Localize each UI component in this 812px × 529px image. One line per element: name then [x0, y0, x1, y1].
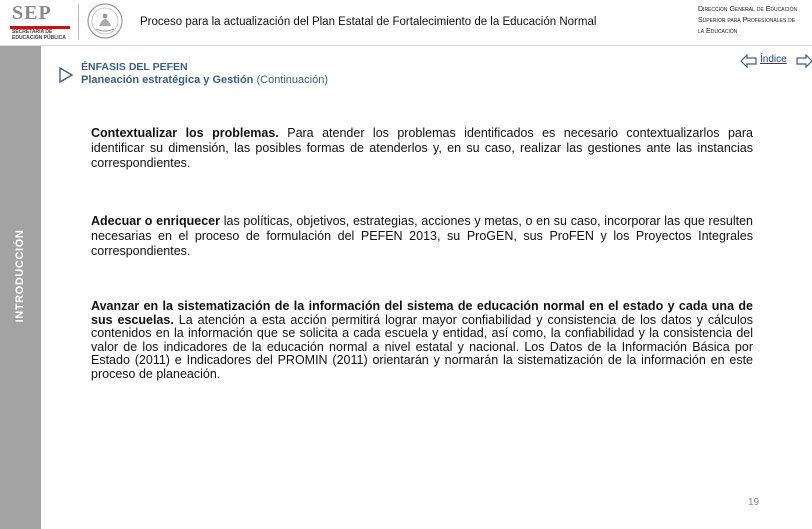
sep-logo-text: SEP — [12, 2, 52, 24]
logo-divider — [78, 4, 79, 40]
header-divider — [0, 45, 812, 46]
paragraph-body: La atención a esta acción permitirá lograr mayor confiabilidad y consistencia de los datos y cálculos contenidos en la información que se solicita a cada escuela y entidad, así como, la confiabilidad y la consistencia del valor de los indicadores de la educación normal a nivel estatal y nacional. Los Datos de la Información Básica por Estado (2011) e Indicadores del PROMIN (2011) orientarán y normarán la sistematización de la información en este proceso de planeación. — [91, 312, 753, 381]
section-title-suffix: (Continuación) — [256, 74, 329, 86]
index-link[interactable]: Índice — [760, 54, 787, 65]
sidebar-label: INTRODUCCIÓN — [14, 229, 26, 323]
paragraph-lead: Avanzar en la sistematización de la información del sistema de educación normal en el estado y cada una de sus escuelas. — [91, 299, 753, 327]
header-department: Dirección General de Educación Superior para Profesionales de la Educación — [698, 6, 798, 35]
paragraph-contextualizar — [91, 126, 753, 171]
page-header — [0, 0, 812, 46]
paragraph-lead: Contextualizar los problemas. — [91, 126, 279, 140]
mexican-coat-of-arms-icon — [86, 2, 124, 40]
arrow-left-icon[interactable] — [740, 54, 758, 68]
paragraph-adecuar — [91, 214, 753, 259]
paragraph-lead: Adecuar o enriquecer — [91, 214, 220, 228]
page-number: 19 — [748, 497, 760, 508]
section-arrow-icon — [58, 66, 74, 84]
arrow-right-icon[interactable] — [795, 54, 812, 68]
section-title — [81, 74, 328, 86]
index-navigation — [740, 53, 812, 69]
paragraph-body: las políticas, objetivos, estrategias, acciones y metas, o en su caso, incorporar las que resulten necesarias en el proceso de formulación del PEFEN 2013, su ProGEN, sus ProFEN y los Proyectos Integrales correspondientes. — [91, 214, 754, 258]
paragraph-avanzar — [91, 300, 753, 381]
paragraph-body: Para atender los problemas identificados es necesario contextualizarlos para identificar su dimensión, las posibles formas de atenderlos y, en su caso, realizar las gestiones ante las instancias correspondientes. — [91, 126, 753, 170]
section-title-text: Planeación estratégica y Gestión — [81, 74, 254, 86]
section-kicker: ÉNFASIS DEL PEFEN — [81, 61, 188, 73]
sep-logo — [4, 2, 72, 42]
header-title: Proceso para la actualización del Plan Estatal de Fortalecimiento de la Educación Normal — [140, 16, 597, 28]
sep-logo-subtitle: SECRETARÍA DE EDUCACIÓN PÚBLICA — [12, 29, 66, 41]
